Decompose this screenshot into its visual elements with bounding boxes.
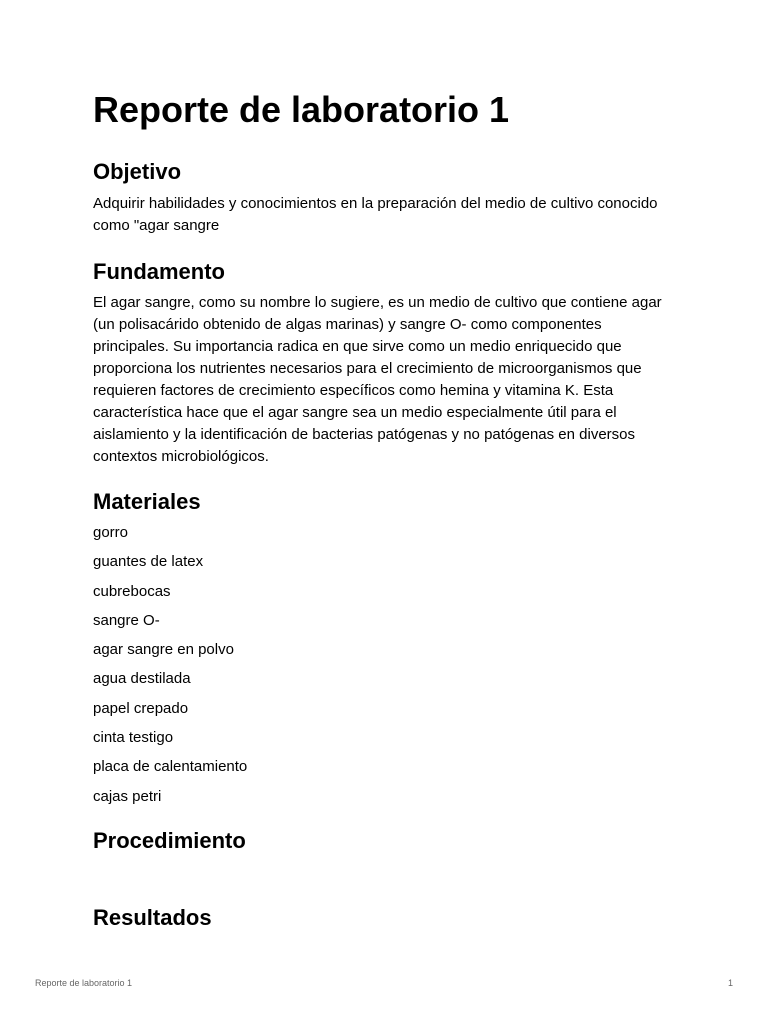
section-heading-objetivo: Objetivo <box>93 159 182 184</box>
list-item: agar sangre en polvo <box>93 641 234 659</box>
section-heading-resultados: Resultados <box>93 905 212 930</box>
list-item: agua destilada <box>93 670 191 688</box>
section-heading-fundamento: Fundamento <box>93 259 225 284</box>
page-number: 1 <box>727 978 733 988</box>
footer-title: Reporte de laboratorio 1 <box>35 978 133 988</box>
fundamento-text: El agar sangre, como su nombre lo sugiere, es un medio de cultivo que contiene agar (un polisacárido obtenido de algas marinas) y sangre O- como componentes principales. Su importancia radica en que sirve como un medio enriquecido que proporciona los nutrientes necesarios para el crecimiento de microorganismos que requieren factores de crecimiento específicos como hemina y vitamina K. Esta característica hace que el agar sangre sea un medio especialmente útil para el aislamiento y la identificación de bacterias patógenas y no patógenas en diversos contextos microbiológicos. <box>93 294 662 465</box>
materials-list <box>93 518 247 811</box>
document-title: Reporte de laboratorio 1 <box>93 89 510 130</box>
list-item: placa de calentamiento <box>93 758 248 776</box>
list-item: papel crepado <box>93 699 189 717</box>
section-heading-materiales: Materiales <box>93 489 201 514</box>
list-item: guantes de latex <box>93 553 204 571</box>
list-item: cubrebocas <box>93 582 171 600</box>
objetivo-text: Adquirir habilidades y conocimientos en la preparación del medio de cultivo conocido como "agar sangre <box>93 195 658 234</box>
list-item: cajas petri <box>93 787 162 805</box>
list-item: sangre O- <box>93 611 160 629</box>
list-item: gorro <box>93 524 129 541</box>
section-heading-procedimiento: Procedimiento <box>93 828 246 853</box>
list-item: cinta testigo <box>93 729 174 747</box>
